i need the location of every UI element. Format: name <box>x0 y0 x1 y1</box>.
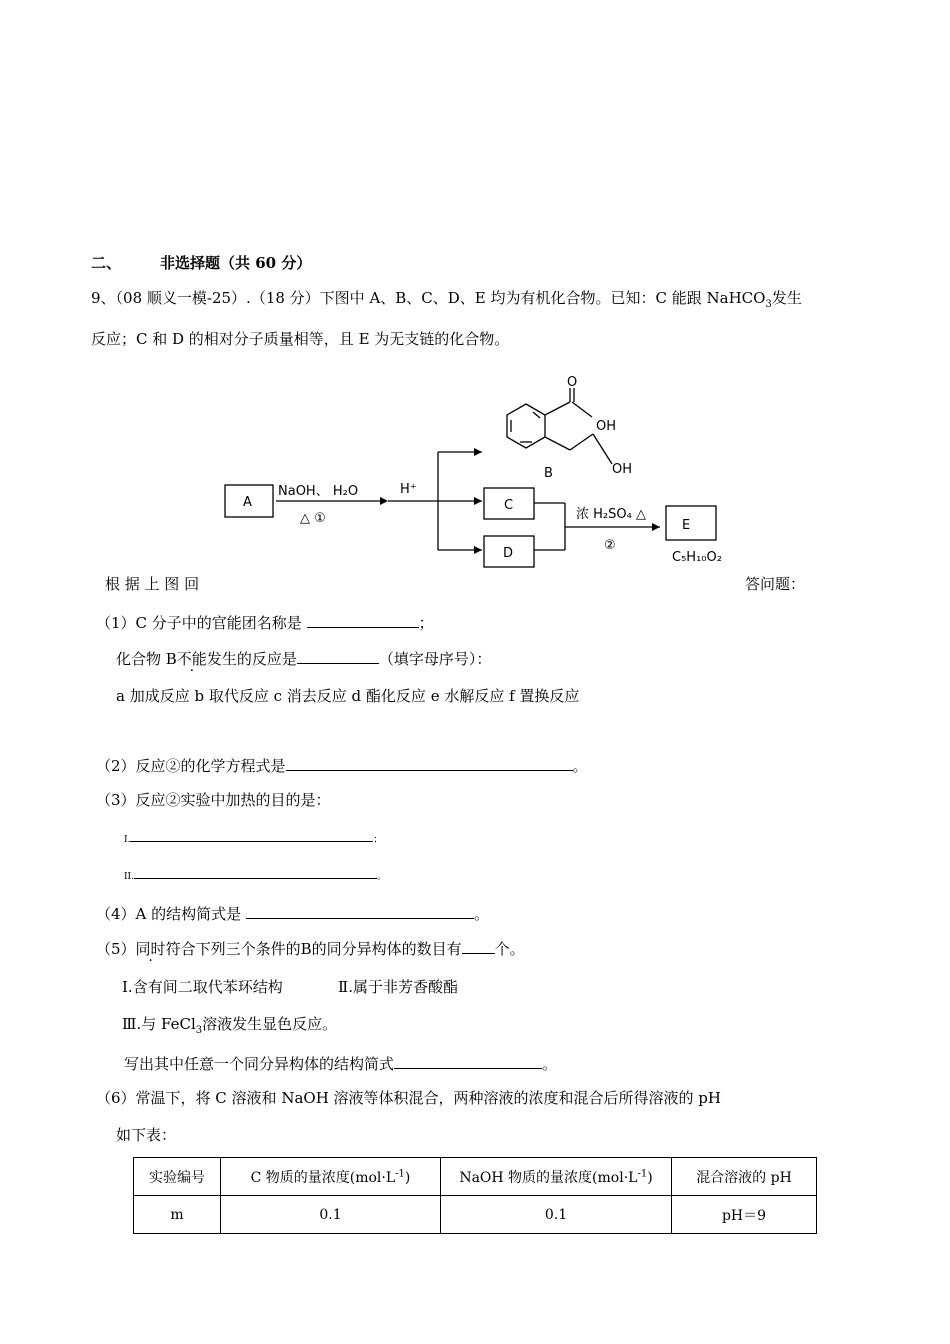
data-table <box>133 1157 817 1234</box>
reagent-2-top: 浓 H₂SO₄ △ <box>576 507 646 522</box>
b-oxygen: O <box>567 375 578 390</box>
table-header-row <box>134 1158 817 1196</box>
section-title: 非选择题（共 60 分） <box>160 254 312 272</box>
q5-condition-3: Ⅲ.与 FeCl$_3$溶液发生显色反应。 <box>122 1015 338 1036</box>
q1-blank-1[interactable] <box>307 613 419 628</box>
q1-options: a 加成反应 b 取代反应 c 消去反应 d 酯化反应 e 水解反应 f 置换反应 <box>116 687 580 705</box>
reagent-1-top: NaOH、 H₂O <box>278 484 359 499</box>
b-oh-acid: OH <box>596 419 617 434</box>
formula-e: C₅H₁₀O₂ <box>672 550 722 565</box>
q5-write-line: 写出其中任意一个同分异构体的结构简式 。 <box>124 1055 558 1073</box>
q2-line: （2）反应②的化学方程式是 。 <box>96 757 588 775</box>
q5-condition-2: Ⅱ.属于非芳香酸酯 <box>338 978 458 996</box>
prompt-right: 答问题： <box>745 575 806 593</box>
q3-blank-i[interactable] <box>130 827 373 842</box>
table-row <box>134 1196 817 1234</box>
table-cell: m <box>134 1196 221 1234</box>
header-cell: 混合溶液的 pH <box>672 1158 817 1196</box>
label-e: E <box>682 518 691 533</box>
table-cell: 0.1 <box>441 1196 672 1234</box>
reaction-diagram <box>220 372 740 572</box>
label-a: A <box>243 495 252 510</box>
question-line-1: 9、（08 顺义一模-25）.（18 分）下图中 A、B、C、D、E 均为有机化合物。已知：C 能跟 NaHCO$_3$发生 <box>91 289 802 310</box>
q1-line-1: （1）C 分子中的官能团名称是 ； <box>96 614 434 632</box>
q6-line-1: （6）常温下，将 C 溶液和 NaOH 溶液等体积混合，两种溶液的浓度和混合后所得溶液的 pH <box>96 1089 721 1107</box>
b-oh-alcohol: OH <box>612 462 633 477</box>
header-cell: 实验编号 <box>134 1158 221 1196</box>
q5-line: （5）同时符合下列三个条件的B的同分异构体的数目有 个。 <box>96 940 525 958</box>
reagent-1-bottom: △ ① <box>300 511 326 526</box>
section-number: 二、 <box>91 254 122 272</box>
q5-condition-1: I.含有间二取代苯环结构 <box>122 978 283 996</box>
q3-blank-ii[interactable] <box>134 864 377 879</box>
q6-line-2: 如下表： <box>116 1126 177 1144</box>
prompt-left: 根 据 上 图 回 <box>105 575 200 593</box>
label-d: D <box>503 546 514 561</box>
table-cell: 0.1 <box>221 1196 441 1234</box>
q1-blank-2[interactable] <box>297 649 379 664</box>
q5-blank-structure[interactable] <box>394 1054 542 1069</box>
acid-label: H⁺ <box>400 482 417 497</box>
q3-line: （3）反应②实验中加热的目的是： <box>96 791 331 809</box>
q2-blank[interactable] <box>286 756 573 771</box>
header-cell: C 物质的量浓度$(mol\cdot L^{-1})$ <box>221 1158 441 1196</box>
q1-line-2: 化合物 B不能发生的反应是 （填字母序号）： <box>116 650 492 668</box>
reagent-2-bottom: ② <box>604 538 616 553</box>
question-line-2: 反应；C 和 D 的相对分子质量相等，且 E 为无支链的化合物。 <box>91 330 510 348</box>
label-b: B <box>544 466 553 481</box>
q4-blank[interactable] <box>246 904 474 919</box>
q4-line: （4）A 的结构简式是 。 <box>96 905 489 923</box>
label-c: C <box>504 498 514 513</box>
header-cell: NaOH 物质的量浓度$(mol\cdot L^{-1})$ <box>441 1158 672 1196</box>
box-e <box>666 506 716 540</box>
q5-blank-count[interactable] <box>462 939 495 954</box>
table-cell: pH＝9 <box>672 1196 817 1234</box>
q3-item-ii: II. 。 <box>124 864 386 882</box>
q3-item-i: I. ； <box>124 827 382 845</box>
